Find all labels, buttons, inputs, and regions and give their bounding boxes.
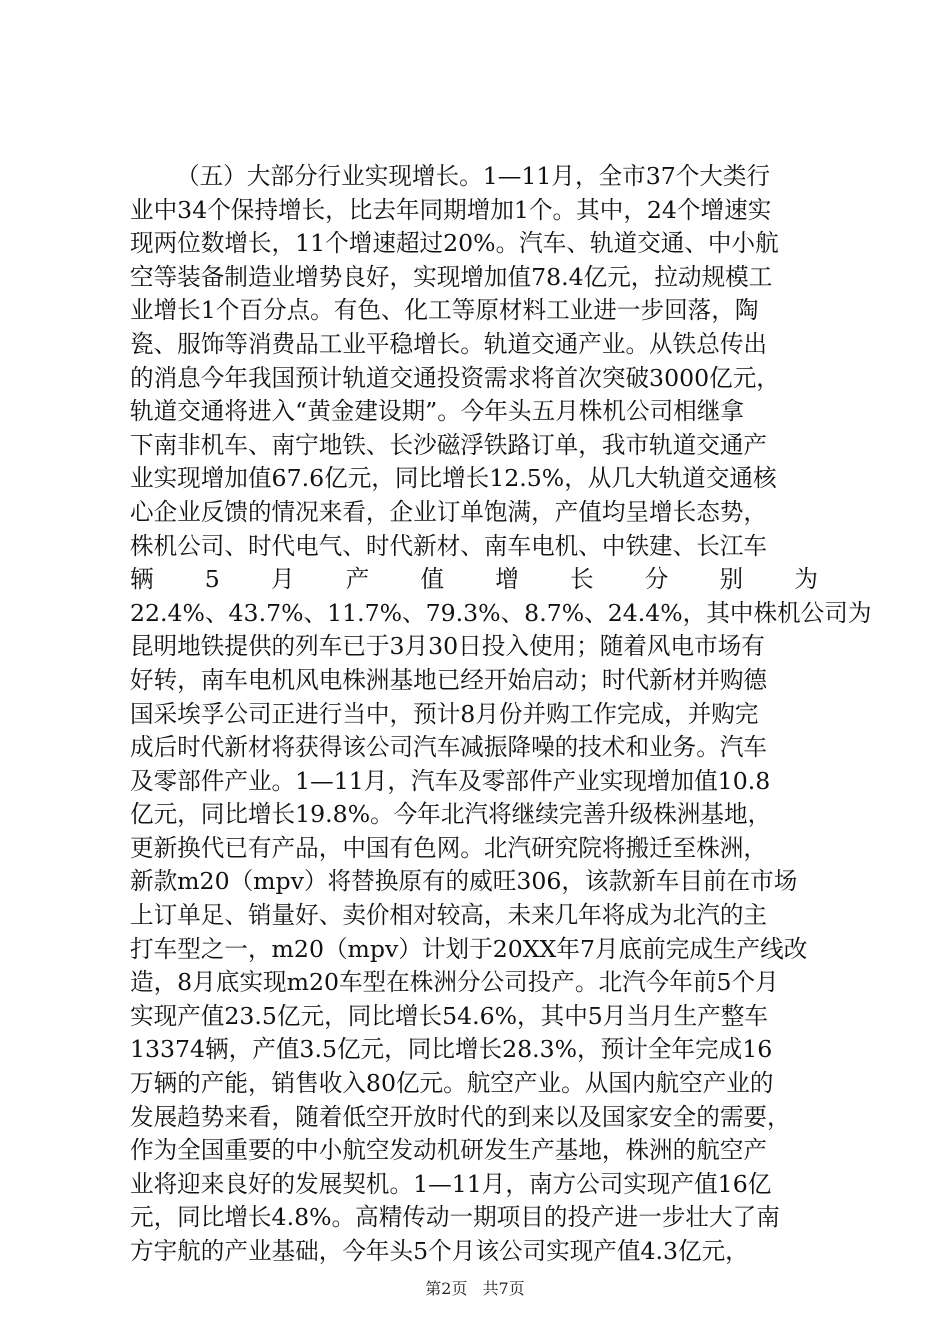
justified-char: 5 bbox=[204, 565, 220, 594]
text-line: 空等装备制造业增势良好，实现增加值78.4亿元，拉动规模工 bbox=[130, 262, 773, 291]
text-line: （五）大部分行业实现增长。1—11月，全市37个大类行 bbox=[176, 162, 771, 190]
justified-char: 值 bbox=[420, 565, 445, 594]
text-line: 更新换代已有产品，中国有色网。北汽研究院将搬迁至株洲， bbox=[130, 833, 768, 862]
text-line: 万辆的产能，销售收入80亿元。航空产业。从国内航空产业的 bbox=[130, 1069, 774, 1098]
text-line: 下南非机车、南宁地铁、长沙磁浮铁路订单，我市轨道交通产 bbox=[130, 430, 768, 459]
justified-char: 月 bbox=[270, 565, 295, 594]
text-line: 心企业反馈的情况来看，企业订单饱满，产值均呈增长态势， bbox=[130, 497, 768, 526]
text-line: 打车型之一，m20（mpv）计划于20XX年7月底前完成生产线改 bbox=[130, 934, 808, 963]
text-line: 造，8月底实现m20车型在株洲分公司投产。北汽今年前5个月 bbox=[130, 968, 779, 997]
text-line: 22.4%、43.7%、11.7%、79.3%、8.7%、24.4%，其中株机公司为 bbox=[130, 598, 872, 627]
justified-char: 为 bbox=[794, 565, 818, 594]
text-line: 及零部件产业。1—11月，汽车及零部件产业实现增加值10.8 bbox=[130, 766, 771, 795]
justified-char: 辆 bbox=[130, 565, 154, 594]
text-line: 上订单足、销量好、卖价相对较高，未来几年将成为北汽的主 bbox=[130, 901, 768, 930]
text-line: 好转，南车电机风电株洲基地已经开始启动；时代新材并购德 bbox=[130, 665, 768, 694]
text-line: 株机公司、时代电气、时代新材、南车电机、中铁建、长江车 bbox=[130, 531, 768, 560]
text-line: 的消息今年我国预计轨道交通投资需求将首次突破3000亿元， bbox=[130, 363, 780, 392]
text-line: 业中34个保持增长，比去年同期增加1个。其中，24个增速实 bbox=[130, 195, 772, 224]
text-line: 轨道交通将进入“黄金建设期”。今年头五月株机公司相继拿 bbox=[130, 397, 744, 426]
text-line: 成后时代新材将获得该公司汽车减振降噪的技术和业务。汽车 bbox=[130, 733, 768, 762]
text-line: 瓷、服饰等消费品工业平稳增长。轨道交通产业。从铁总传出 bbox=[130, 329, 768, 358]
text-line: 昆明地铁提供的列车已于3月30日投入使用；随着风电市场有 bbox=[130, 632, 765, 661]
text-line: 现两位数增长，11个增速超过20%。汽车、轨道交通、中小航 bbox=[130, 229, 779, 258]
page-footer bbox=[0, 1279, 950, 1299]
justified-char: 别 bbox=[719, 565, 744, 594]
page-total: 共7页 bbox=[482, 1279, 525, 1298]
justified-char: 增 bbox=[495, 565, 519, 594]
text-line: 国采埃孚公司正进行当中，预计8月份并购工作完成，并购完 bbox=[130, 699, 759, 728]
justified-char: 长 bbox=[570, 565, 594, 594]
text-line: 13374辆，产值3.5亿元，同比增长28.3%，预计全年完成16 bbox=[130, 1035, 773, 1064]
page-number: 第2页 bbox=[425, 1279, 468, 1298]
justified-char: 产 bbox=[345, 565, 370, 594]
document-body bbox=[130, 160, 872, 1269]
text-line: 亿元，同比增长19.8%。今年北汽将继续完善升级株洲基地， bbox=[130, 800, 772, 829]
justified-char: 分 bbox=[644, 565, 669, 594]
text-line: 业增长1个百分点。有色、化工等原材料工业进一步回落，陶 bbox=[130, 296, 759, 325]
text-line: 业将迎来良好的发展契机。1—11月，南方公司实现产值16亿 bbox=[130, 1169, 772, 1198]
text-line: 元，同比增长4.8%。高精传动一期项目的投产进一步壮大了南 bbox=[130, 1203, 780, 1232]
text-line: 业实现增加值67.6亿元，同比增长12.5%，从几大轨道交通核 bbox=[130, 464, 777, 493]
text-line: 方宇航的产业基础，今年头5个月该公司实现产值4.3亿元， bbox=[130, 1237, 749, 1265]
text-line: 实现产值23.5亿元，同比增长54.6%，其中5月当月生产整车 bbox=[130, 1001, 768, 1030]
text-line: 发展趋势来看，随着低空开放时代的到来以及国家安全的需要， bbox=[130, 1102, 791, 1131]
text-line: 新款m20（mpv）将替换原有的威旺306，该款新车目前在市场 bbox=[130, 867, 798, 896]
text-line-justified bbox=[130, 563, 818, 597]
text-line: 作为全国重要的中小航空发动机研发生产基地，株洲的航空产 bbox=[130, 1136, 768, 1165]
